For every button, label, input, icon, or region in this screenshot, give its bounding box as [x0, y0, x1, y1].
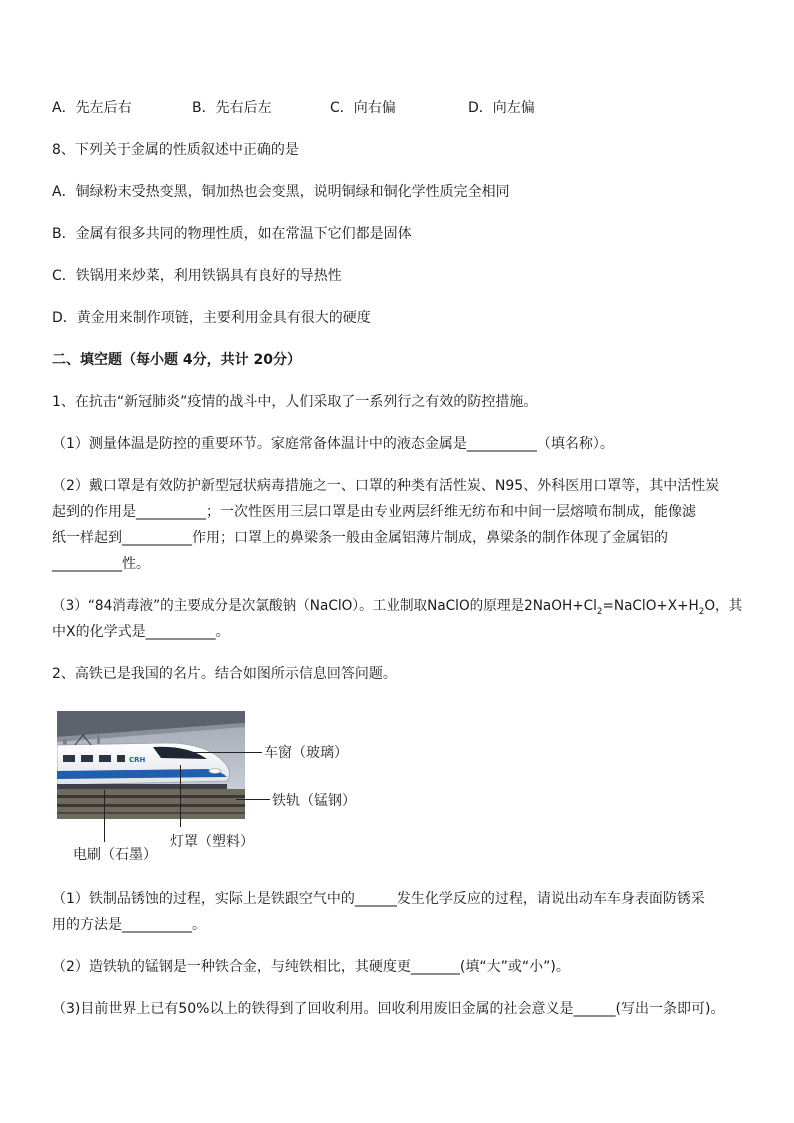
q2-part2: （2）造铁轨的锰钢是一种铁合金，与纯铁相比，其硬度更_______(填“大”或“小”)。 — [52, 959, 570, 975]
subscript-2: 2 — [698, 606, 705, 617]
q1-part3-text-a: （3）“84消毒液”的主要成分是次氯酸钠（NaClO）。工业制取NaClO的原理是2NaOH+Cl — [52, 598, 597, 614]
q1-part2-line1: （2）戴口罩是有效防护新型冠状病毒措施之一、口罩的种类有活性炭、N95、外科医用口罩等，其中活性炭 — [52, 478, 720, 494]
q7-option-b: B．先右后左 — [192, 100, 272, 116]
train-logo: CRH — [129, 756, 146, 764]
leader-line-brush — [104, 790, 105, 842]
q8-stem: 8、下列关于金属的性质叙述中正确的是 — [52, 142, 299, 158]
q1-part2-line2: 起到的作用是__________；一次性医用三层口罩是由专业两层纤维无纺布和中间一层熔喷布制成，能像滤 — [52, 504, 696, 520]
label-rail: 铁轨（锰钢） — [272, 793, 356, 809]
q2-part1-line2: 用的方法是__________。 — [52, 917, 206, 933]
q1-part3-line2: 中X的化学式是__________。 — [52, 624, 230, 640]
train-illustration — [57, 711, 245, 819]
q8-option-d: D．黄金用来制作项链，主要利用金具有很大的硬度 — [52, 310, 371, 326]
q8-option-a: A．铜绿粉末受热变黑，铜加热也会变黑，说明铜绿和铜化学性质完全相同 — [52, 184, 510, 200]
q1-part3-line1 — [52, 596, 742, 616]
q2-part3: （3)目前世界上已有50%以上的铁得到了回收利用。回收利用废旧金属的社会意义是______(写出一条即可)。 — [52, 1001, 725, 1017]
q1-part3-text-b: =NaClO+X+H — [602, 598, 699, 614]
q7-option-d: D．向左偏 — [468, 100, 535, 116]
q1-part1: （1）测量体温是防控的重要环节。家庭常备体温计中的液态金属是__________（填名称）。 — [52, 436, 614, 452]
label-window: 车窗（玻璃） — [264, 745, 348, 761]
train-photo — [57, 711, 245, 819]
q7-option-c: C．向右偏 — [330, 100, 396, 116]
q8-option-c: C．铁锅用来炒菜，利用铁锅具有良好的导热性 — [52, 268, 342, 284]
label-lamp: 灯罩（塑料） — [170, 834, 254, 850]
q2-part1-line1: （1）铁制品锈蚀的过程，实际上是铁跟空气中的______发生化学反应的过程，请说出动车车身表面防锈采 — [52, 891, 705, 907]
leader-line-rail — [236, 799, 270, 800]
q7-option-a: A．先左后右 — [52, 100, 132, 116]
q2-stem: 2、高铁已是我国的名片。结合如图所示信息回答问题。 — [52, 666, 397, 682]
q1-part2-line4: __________性。 — [52, 556, 150, 572]
q1-stem: 1、在抗击“新冠肺炎”疫情的战斗中，人们采取了一系列行之有效的防控措施。 — [52, 394, 538, 410]
q8-option-b: B．金属有很多共同的物理性质，如在常温下它们都是固体 — [52, 226, 412, 242]
leader-line-lamp — [180, 765, 181, 827]
leader-line-window — [178, 752, 262, 753]
section-title: 二、填空题（每小题 4分，共计 20分） — [52, 352, 301, 368]
q1-part2-line3: 纸一样起到__________作用；口罩上的鼻梁条一般由金属铝薄片制成，鼻梁条的制作体现了金属铝的 — [52, 530, 668, 546]
q1-part3-text-c: O，其 — [704, 598, 743, 614]
label-brush: 电刷（石墨） — [73, 847, 157, 863]
subscript-2: 2 — [596, 606, 603, 617]
